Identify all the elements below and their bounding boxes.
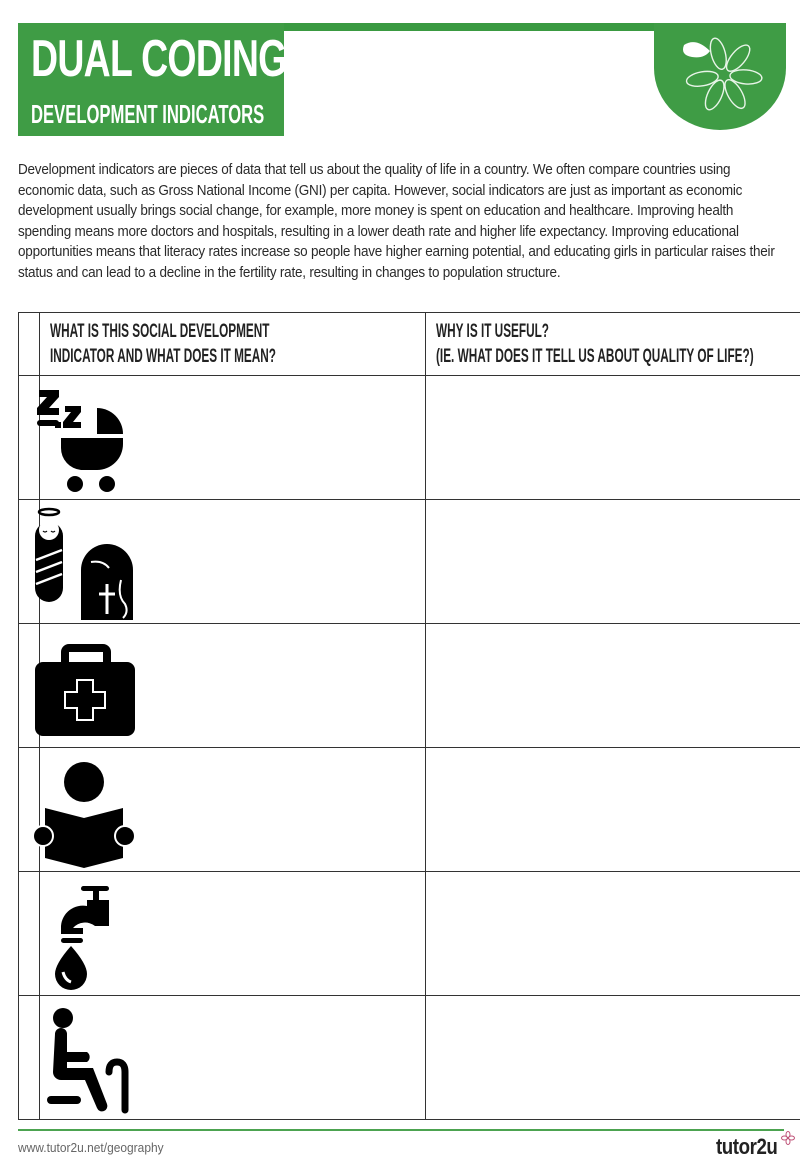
footer-brand-logo: tutor2u: [716, 1134, 778, 1159]
header-meaning-column: [40, 313, 426, 376]
brand-flower-icon: [781, 1131, 795, 1145]
header-usefulness-line2: (IE. WHAT DOES IT TELL US ABOUT QUALITY OF LIFE?): [435, 346, 754, 367]
header-usefulness-line1: WHY IS IT USEFUL?: [435, 321, 549, 342]
table-row: [19, 624, 800, 748]
footer-url-link[interactable]: www.tutor2u.net/geography: [18, 1140, 164, 1155]
usefulness-answer-cell[interactable]: [425, 376, 800, 500]
icon-cell: [19, 376, 40, 500]
usefulness-answer-cell[interactable]: [425, 996, 800, 1120]
intro-paragraph: Development indicators are pieces of data that tell us about the quality of life in a country. We often compare countries using economic data, such as Gross National Income (GNI) per capita. However, social indicators are just as important as economic development usually brings social change, for example, more money is spent on education and healthcare. Improving health spending means more doctors and hospitals, resulting in a lower death rate and higher life expectancy. Improving educational opportunities means that literacy rates increase so people have higher earning potential, and educating girls in particular raises their status and can lead to a decline in the fertility rate, resulting in changes to population structure.: [18, 161, 775, 281]
icon-cell: [19, 748, 40, 872]
usefulness-answer-cell[interactable]: [425, 624, 800, 748]
page-title: DUAL CODING: [31, 30, 287, 88]
infant-angel-gravestone-icon: [25, 504, 137, 620]
icon-cell: [19, 624, 40, 748]
table-row: [19, 872, 800, 996]
table-header-row: [19, 313, 800, 376]
table-row: [19, 500, 800, 624]
title-banner: [18, 23, 287, 136]
header-meaning-line1: WHAT IS THIS SOCIAL DEVELOPMENT: [50, 321, 270, 342]
header-icon-column: [19, 313, 40, 376]
header-usefulness-column: [425, 313, 800, 376]
medical-kit-icon: [25, 628, 137, 744]
page-subtitle: DEVELOPMENT INDICATORS: [31, 99, 265, 129]
icon-cell: [19, 500, 40, 624]
sleeping-baby-pram-icon: [25, 380, 137, 496]
header-meaning-line2: INDICATOR AND WHAT DOES IT MEAN?: [50, 346, 276, 367]
table-row: [19, 376, 800, 500]
footer-rule: [18, 1129, 784, 1131]
elderly-person-cane-icon: [25, 1000, 137, 1116]
table-row: [19, 748, 800, 872]
water-tap-drop-icon: [25, 876, 137, 992]
usefulness-answer-cell[interactable]: [425, 872, 800, 996]
usefulness-answer-cell[interactable]: [425, 500, 800, 624]
flower-raindrop-logo-icon: [654, 23, 786, 131]
icon-cell: [19, 996, 40, 1120]
usefulness-answer-cell[interactable]: [425, 748, 800, 872]
indicator-table: [18, 312, 800, 1120]
table-row: [19, 996, 800, 1120]
person-reading-icon: [25, 752, 137, 868]
icon-cell: [19, 872, 40, 996]
